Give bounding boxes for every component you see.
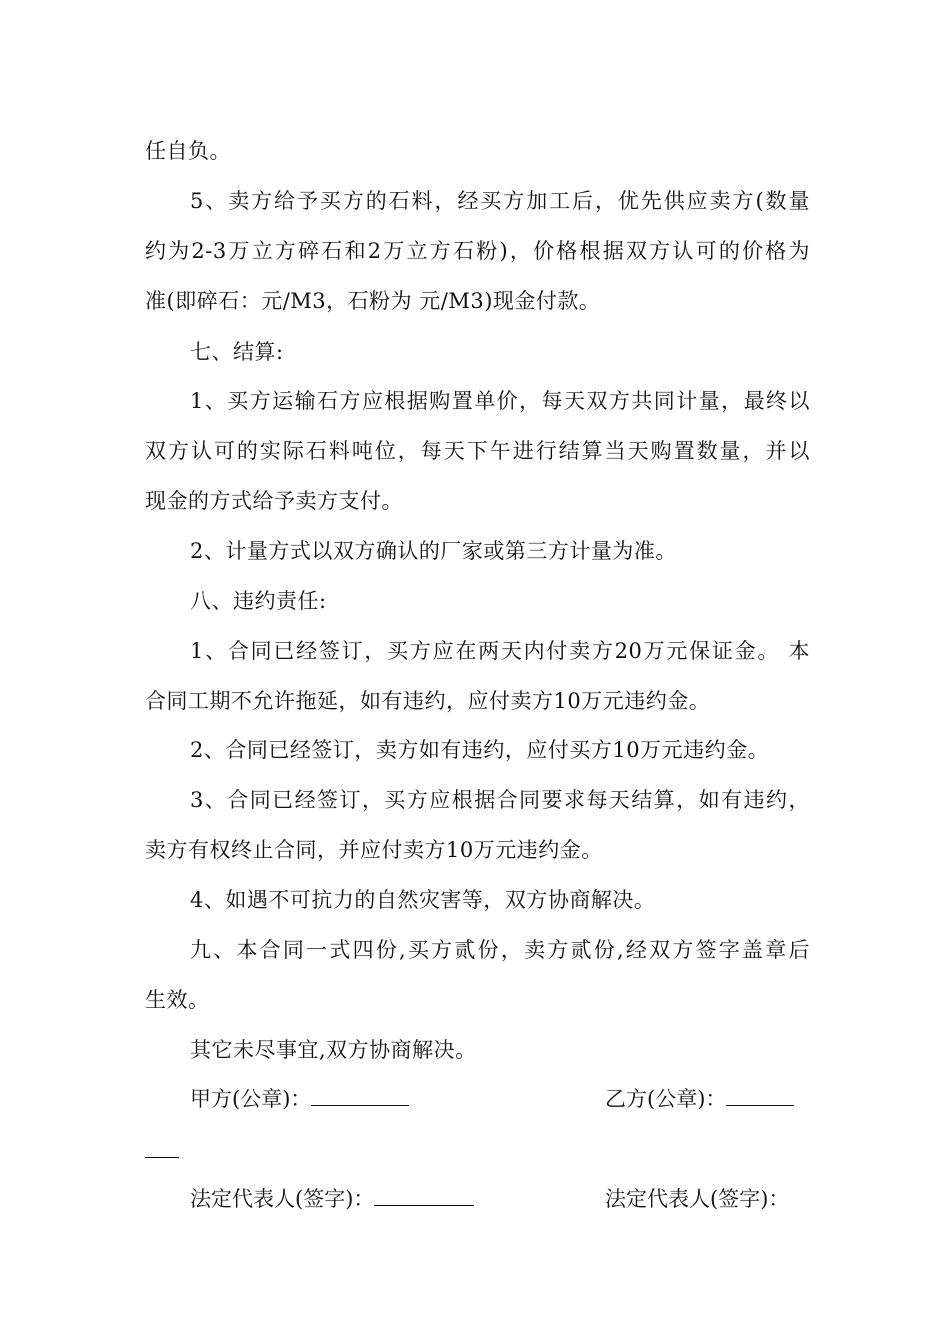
paragraph-line: 约为2-3万立方碎石和2万立方石粉)，价格根据双方认可的价格为 (145, 239, 810, 263)
paragraph-line: 2、合同已经签订，卖方如有违约，应付买方10万元违约金。 (190, 738, 770, 762)
rep-a-signature (190, 1184, 474, 1214)
rep-a-blank[interactable] (374, 1185, 474, 1206)
paragraph-line: 生效。 (145, 988, 210, 1012)
paragraph-line: 1、合同已经签订，买方应在两天内付卖方20万元保证金。 本 (190, 639, 810, 663)
paragraph-line: 1、买方运输石方应根据购置单价，每天双方共同计量，最终以 (190, 389, 810, 413)
paragraph-line: 5、卖方给予买方的石料，经买方加工后，优先供应卖方(数量 (190, 189, 810, 213)
paragraph-line: 其它未尽事宜,双方协商解决。 (190, 1038, 477, 1062)
paragraph-line: 现金的方式给予卖方支付。 (145, 489, 403, 513)
section-heading: 八、违约责任: (190, 589, 327, 613)
paragraph-line: 双方认可的实际石料吨位，每天下午进行结算当天购置数量，并以 (145, 439, 810, 463)
party-a-blank[interactable] (311, 1085, 409, 1106)
paragraph-line: 准(即碎石：元/M3，石粉为 元/M3)现金付款。 (145, 289, 601, 313)
party-b-blank[interactable] (726, 1085, 794, 1106)
paragraph-line: 任自负。 (145, 139, 231, 163)
paragraph-line: 合同工期不允许拖延，如有违约，应付卖方10万元违约金。 (145, 689, 711, 713)
party-b-label: 乙方(公章)： (605, 1087, 727, 1111)
party-a-seal (190, 1084, 409, 1114)
paragraph-line: 2、计量方式以双方确认的厂家或第三方计量为准。 (190, 539, 677, 563)
paragraph-line: 九、本合同一式四份,买方贰份，卖方贰份,经双方签字盖章后 (190, 938, 810, 962)
rep-b-signature (605, 1184, 789, 1214)
party-b-seal (605, 1084, 794, 1114)
rep-a-label: 法定代表人(签字)： (190, 1187, 375, 1211)
paragraph-line: 卖方有权终止合同，并应付卖方10万元违约金。 (145, 838, 603, 862)
party-b-blank-continuation (145, 1157, 179, 1158)
section-heading: 七、结算: (190, 340, 284, 364)
party-a-label: 甲方(公章)： (190, 1087, 312, 1111)
rep-b-label: 法定代表人(签字)： (605, 1187, 790, 1211)
paragraph-line: 3、合同已经签订，买方应根据合同要求每天结算，如有违约， (190, 788, 810, 812)
paragraph-line: 4、如遇不可抗力的自然灾害等，双方协商解决。 (190, 888, 656, 912)
